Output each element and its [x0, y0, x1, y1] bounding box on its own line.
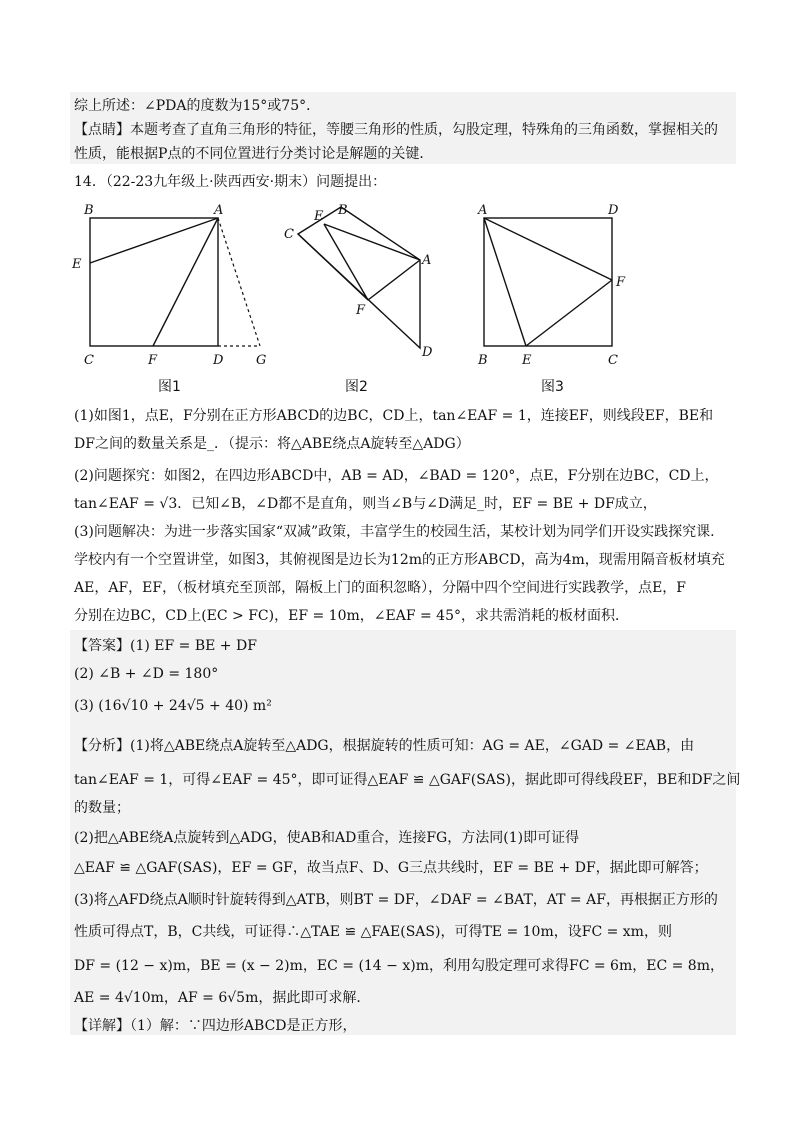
fig2-label-E: E — [314, 209, 324, 224]
question-line-5: (3)问题解决：为进一步落实国家“双减”政策，丰富学生的校园生活，某校计划为同学们开设实践探究课. — [74, 524, 715, 540]
analysis-line-4: (2)把△ABE绕A点旋转到△ADG，使AB和AD重合，连接FG，方法同(1)即可证得 — [74, 830, 580, 846]
figure-2 — [276, 196, 446, 376]
answer-line-1: 【答案】(1) EF = BE + DF — [74, 638, 257, 654]
question-line-4: tan∠EAF = √3．已知∠B，∠D都不是直角，则当∠B与∠D满足_时，EF = BE + DF成立， — [74, 496, 657, 512]
fig3-label-B: B — [478, 353, 488, 368]
fig1-label-A: A — [214, 203, 224, 218]
question-line-1: (1)如图1，点E，F分别在正方形ABCD的边BC，CD上，tan∠EAF = 1，连接EF，则线段EF，BE和 — [74, 408, 714, 424]
fig3-label-D: D — [608, 203, 619, 218]
question-line-8: 分别在边BC，CD上(EC > FC)，EF = 10m，∠EAF = 45°，求共需消耗的板材面积． — [74, 608, 629, 624]
figure-2-caption: 图2 — [345, 379, 368, 395]
answer-line-2: (2) ∠B + ∠D = 180° — [74, 666, 219, 682]
problem-header: 14．（22-23九年级上·陕西西安·期末）问题提出： — [74, 174, 387, 190]
analysis-line-3: 的数量； — [74, 800, 130, 816]
question-line-6: 学校内有一个空置讲堂，如图3，其俯视图是边长为12m的正方形ABCD，高为4m，现需用隔音板材填充 — [74, 552, 725, 568]
figure-3-caption: 图3 — [541, 379, 564, 395]
fig3-label-E: E — [522, 353, 532, 368]
detail-line: 【详解】（1）解：∵四边形ABCD是正方形， — [74, 1018, 357, 1034]
analysis-line-8: DF = (12 − x)m，BE = (x − 2)m，EC = (14 − x)m，利用勾股定理可求得FC = 6m，EC = 8m， — [74, 958, 724, 974]
answer-line-3: (3) (16√10 + 24√5 + 40) m² — [74, 698, 272, 714]
fig2-label-D: D — [422, 345, 433, 360]
fig2-label-B: B — [338, 203, 348, 218]
fig1-label-F: F — [148, 353, 158, 368]
fig2-label-F: F — [356, 303, 366, 318]
figure-1 — [70, 196, 280, 376]
fig1-label-C: C — [84, 353, 94, 368]
summary-line: 综上所述：∠PDA的度数为15°或75°． — [74, 98, 321, 114]
question-line-7: AE，AF，EF，（板材填充至顶部，隔板上门的面积忽略），分隔中四个空间进行实践教学，点E，F — [74, 580, 687, 596]
analysis-line-7: 性质可得点T，B，C共线，可证得∴△TAE ≌ △FAE(SAS)，可得TE = 10m，设FC = xm，则 — [74, 924, 672, 940]
question-line-3: (2)问题探究：如图2，在四边形ABCD中，AB = AD，∠BAD = 120°，点E，F分别在边BC，CD上， — [74, 468, 719, 484]
fig1-label-E: E — [72, 257, 82, 272]
comment-line-1: 【点睛】本题考查了直角三角形的特征，等腰三角形的性质，勾股定理，特殊角的三角函数，掌握相关的 — [74, 122, 718, 138]
analysis-line-6: (3)将△AFD绕点A顺时针旋转得到△ATB，则BT = DF，∠DAF = ∠BAT，AT = AF，再根据正方形的 — [74, 892, 718, 908]
analysis-line-2: tan∠EAF = 1，可得∠EAF = 45°，即可证得△EAF ≌ △GAF(SAS)，据此即可得线段EF，BE和DF之间 — [74, 772, 741, 788]
fig1-label-G: G — [256, 353, 267, 368]
analysis-line-9: AE = 4√10m，AF = 6√5m，据此即可求解． — [74, 990, 371, 1006]
fig3-label-F: F — [616, 275, 626, 290]
fig3-label-C: C — [608, 353, 618, 368]
comment-line-2: 性质，能根据P点的不同位置进行分类讨论是解题的关键． — [74, 146, 434, 162]
question-line-2: DF之间的数量关系是_．（提示：将△ABE绕点A旋转至△ADG） — [74, 436, 470, 452]
fig2-label-A: A — [422, 253, 432, 268]
fig1-label-B: B — [84, 203, 94, 218]
analysis-line-1: 【分析】(1)将△ABE绕点A旋转至△ADG，根据旋转的性质可知：AG = AE，∠GAD = ∠EAB，由 — [74, 738, 695, 754]
figure-3 — [472, 196, 642, 376]
fig1-label-D: D — [213, 353, 224, 368]
analysis-line-5: △EAF ≌ △GAF(SAS)，EF = GF，故当点F、D、G三点共线时，EF = BE + DF，据此即可解答； — [74, 860, 708, 876]
figure-1-caption: 图1 — [158, 379, 181, 395]
fig2-label-C: C — [284, 227, 294, 242]
fig3-label-A: A — [478, 203, 488, 218]
